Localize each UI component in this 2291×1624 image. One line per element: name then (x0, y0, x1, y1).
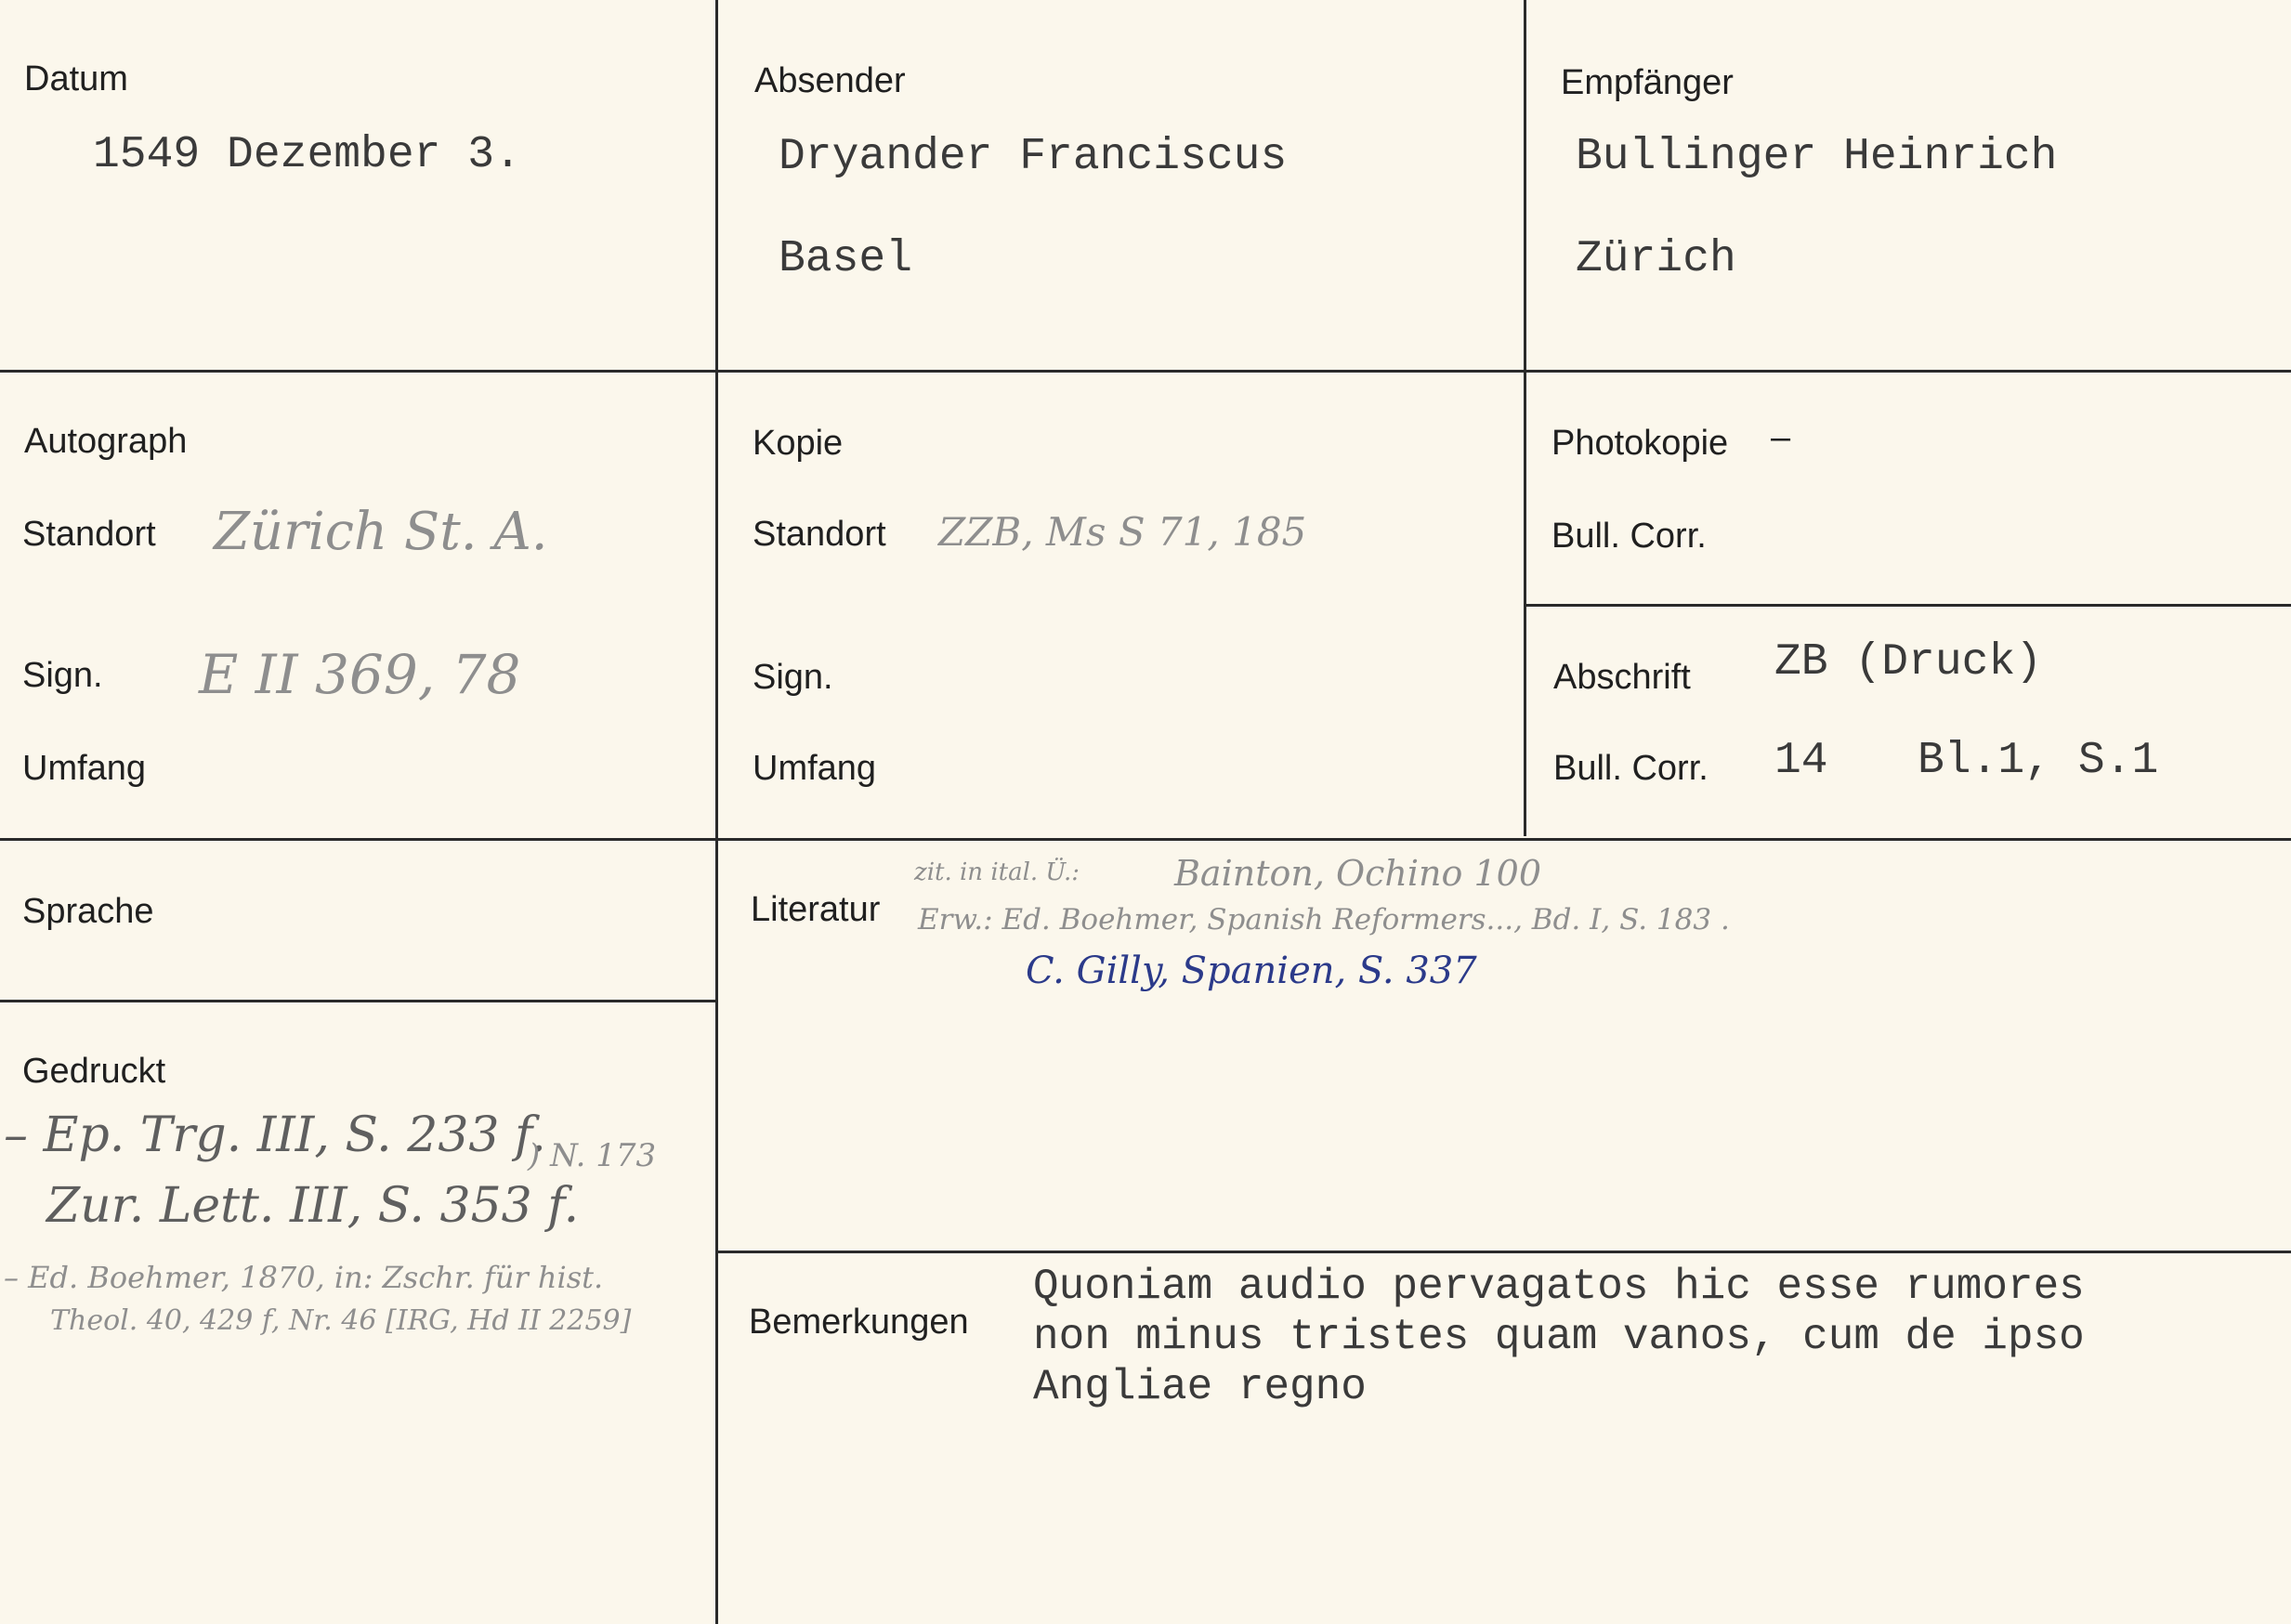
bemerkungen-text: Quoniam audio pervagatos hic esse rumores non minus tristes quam vanos, cum de ipso Angliae regno (1033, 1263, 2085, 1411)
abschrift-value: ZB (Druck) (1774, 637, 2043, 688)
abschrift-label: Abschrift (1553, 658, 1691, 697)
photokopie-dash: – (1771, 418, 1791, 457)
autograph-standort-value: Zürich St. A. (214, 502, 548, 562)
literatur-line-2: Erw.: Ed. Boehmer, Spanish Reformers..., Bd. I, S. 183 . (918, 903, 1730, 936)
empfaenger-label: Empfänger (1561, 63, 1734, 102)
autograph-sign-label: Sign. (22, 656, 103, 695)
divider-col-1 (715, 0, 718, 1624)
gedruckt-line-1: – Ep. Trg. III, S. 233 f. (4, 1107, 546, 1163)
divider-col-2 (1524, 0, 1526, 836)
divider-sprache (0, 1000, 715, 1002)
gedruckt-bracket: ) N. 173 (528, 1137, 657, 1174)
kopie-title: Kopie (753, 424, 844, 463)
divider-row-1 (0, 370, 2291, 373)
abschrift-band: 14 (1774, 736, 1828, 786)
kopie-sign-label: Sign. (753, 658, 833, 697)
abschrift-bull-corr-label: Bull. Corr. (1553, 749, 1708, 788)
divider-row-2 (0, 838, 2291, 841)
kopie-standort-value: ZZB, Ms S 71, 185 (938, 509, 1307, 555)
absender-name: Dryander Franciscus (779, 132, 1288, 182)
divider-photokopie (1524, 604, 2291, 607)
divider-bemerkungen (715, 1251, 2291, 1253)
literatur-line-1b: Bainton, Ochino 100 (1174, 853, 1542, 894)
autograph-umfang-label: Umfang (22, 749, 147, 788)
kopie-umfang-label: Umfang (753, 749, 877, 788)
photokopie-title: Photokopie (1551, 424, 1729, 463)
gedruckt-label: Gedruckt (22, 1052, 166, 1091)
abschrift-blatt: Bl.1, S.1 (1918, 736, 2159, 786)
empfaenger-ort: Zürich (1576, 234, 1736, 284)
literatur-line-1a: zit. in ital. Ü.: (914, 858, 1080, 886)
literatur-label: Literatur (751, 890, 881, 929)
sprache-label: Sprache (22, 892, 154, 931)
autograph-standort-label: Standort (22, 515, 156, 554)
literatur-line-3: C. Gilly, Spanien, S. 337 (1026, 950, 1477, 992)
empfaenger-name: Bullinger Heinrich (1576, 132, 2058, 182)
gedruckt-line-4: Theol. 40, 429 f, Nr. 46 [IRG, Hd II 2259] (50, 1304, 632, 1337)
absender-ort: Basel (779, 234, 913, 284)
absender-label: Absender (754, 61, 906, 100)
autograph-title: Autograph (24, 422, 188, 461)
gedruckt-line-3: – Ed. Boehmer, 1870, in: Zschr. für hist. (4, 1260, 604, 1295)
datum-label: Datum (24, 59, 128, 98)
bemerkungen-label: Bemerkungen (749, 1303, 969, 1342)
kopie-standort-label: Standort (753, 515, 886, 554)
autograph-sign-value: E II 369, 78 (199, 643, 521, 706)
photokopie-bull-corr-label: Bull. Corr. (1551, 517, 1707, 556)
datum-value: 1549 Dezember 3. (93, 130, 521, 180)
gedruckt-line-2: Zur. Lett. III, S. 353 f. (46, 1178, 580, 1234)
